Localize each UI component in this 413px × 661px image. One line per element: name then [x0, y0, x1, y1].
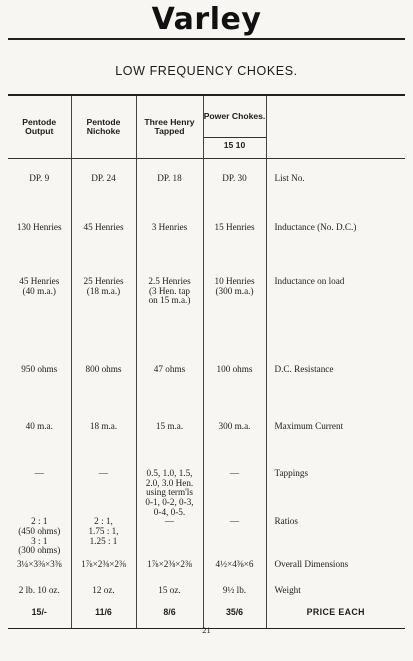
cell-value: 2 : 1 (450 ohms) 3 : 1 (300 ohms): [8, 517, 71, 557]
row-label: Inductance on load: [274, 276, 345, 286]
price-value: 35/6: [203, 606, 266, 629]
header-label-column: [266, 95, 405, 159]
cell-value: 15 Henries: [203, 218, 266, 259]
cell-value: DP. 30: [203, 159, 266, 219]
cell-value: 2.5 Henries (3 Hen. tap on 15 m.a.): [136, 259, 203, 357]
table-row: [8, 159, 405, 219]
cell-value: 12 oz.: [71, 584, 136, 606]
header-power-chokes: [203, 95, 266, 159]
table-row: [8, 218, 405, 259]
price-value: 8/6: [136, 606, 203, 629]
cell-value: DP. 9: [8, 159, 71, 219]
table-row: [8, 557, 405, 584]
header-three-henry-tapped: Three Henry Tapped: [136, 95, 203, 159]
cell-value: 4½×4⅜×6: [203, 557, 266, 584]
cell-value: 15 m.a.: [136, 403, 203, 466]
table-row: [8, 357, 405, 403]
power-chokes-code: 15 10: [204, 137, 266, 157]
brand-logo: Varley: [151, 2, 262, 37]
price-label: PRICE EACH: [266, 606, 405, 629]
cell-value: 15 oz.: [136, 584, 203, 606]
table-row: [8, 466, 405, 517]
cell-value: 3 Henries: [136, 218, 203, 259]
page-heading: LOW FREQUENCY CHOKES.: [115, 64, 298, 78]
price-value: 15/-: [8, 606, 71, 629]
cell-value: 950 ohms: [8, 357, 71, 403]
row-label: Ratios: [274, 516, 298, 527]
cell-value: —: [203, 517, 266, 557]
cell-value: DP. 18: [136, 159, 203, 219]
header-pentode-output: Pentode Output: [8, 95, 71, 159]
chokes-table-wrapper: [8, 94, 405, 618]
cell-value: 800 ohms: [71, 357, 136, 403]
cell-value: 1⅞×2⅜×2⅜: [71, 557, 136, 584]
cell-value: 25 Henries (18 m.a.): [71, 259, 136, 357]
table-row: [8, 259, 405, 357]
cell-value: 0.5, 1.0, 1.5, 2.0, 3.0 Hen. using term'ls 0-1, 0-2, 0-3, 0-4, 0-5.: [136, 466, 203, 517]
cell-value: —: [8, 466, 71, 517]
row-label: Inductance (No. D.C.): [274, 222, 357, 232]
price-value: 11/6: [71, 606, 136, 629]
cell-value: 300 m.a.: [203, 403, 266, 466]
table-row: [8, 517, 405, 557]
cell-value: DP. 24: [71, 159, 136, 219]
cell-value: 100 ohms: [203, 357, 266, 403]
row-label: Tappings: [274, 468, 309, 478]
cell-value: —: [136, 517, 203, 557]
cell-value: 47 ohms: [136, 357, 203, 403]
cell-value: —: [71, 466, 136, 517]
header-pentode-nichoke: Pentode Nichoke: [71, 95, 136, 159]
cell-value: —: [203, 466, 266, 517]
row-label: List No.: [274, 173, 305, 183]
power-chokes-title: Power Chokes.: [203, 111, 266, 122]
chokes-table: [8, 94, 405, 629]
cell-value: 1⅞×2⅜×2⅜: [136, 557, 203, 584]
cell-value: 130 Henries: [8, 218, 71, 259]
cell-value: 18 m.a.: [71, 403, 136, 466]
row-label: Maximum Current: [274, 421, 344, 431]
table-row: [8, 584, 405, 606]
cell-value: 45 Henries (40 m.a.): [8, 259, 71, 357]
page-number: 21: [202, 625, 211, 635]
cell-value: 3¼×3⅜×3⅜: [8, 557, 71, 584]
cell-value: 2 : 1, 1.75 : 1, 1.25 : 1: [71, 517, 136, 557]
row-label: Overall Dimensions: [274, 559, 349, 570]
cell-value: 10 Henries (300 m.a.): [203, 259, 266, 357]
cell-value: 2 lb. 10 oz.: [8, 584, 71, 606]
row-label: Weight: [274, 585, 301, 596]
cell-value: 45 Henries: [71, 218, 136, 259]
top-rule: [8, 38, 405, 40]
table-row: [8, 403, 405, 466]
cell-value: 9½ lb.: [203, 584, 266, 606]
cell-value: 40 m.a.: [8, 403, 71, 466]
row-label: D.C. Resistance: [274, 364, 334, 374]
